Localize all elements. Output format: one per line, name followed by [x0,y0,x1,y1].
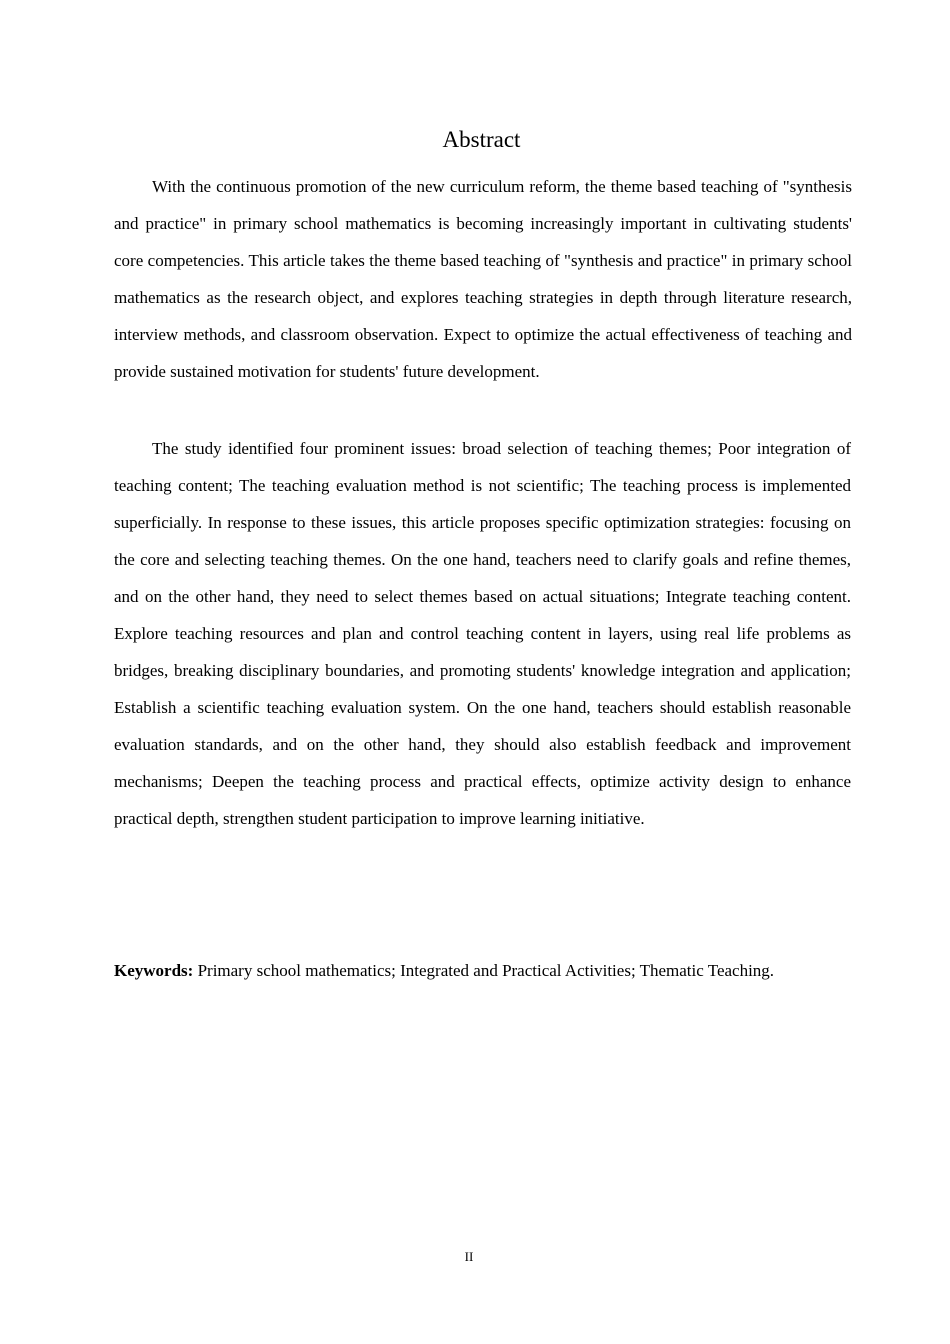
abstract-title: Abstract [442,127,521,152]
keywords-text: Primary school mathematics; Integrated and Practical Activities; Thematic Teaching. [197,961,775,980]
keywords-line [114,953,851,989]
keywords-label: Keywords: [114,961,194,980]
abstract-paragraph-1: With the continuous promotion of the new curriculum reform, the theme based teaching of "synthesis and practice" in primary school mathematics is becoming increasingly important in cultivating students' core competencies. This article takes the theme based teaching of "synthesis and practice" in primary school mathematics as the research object, and explores teaching strategies in depth through literature research, interview methods, and classroom observation. Expect to optimize the actual effectiveness of teaching and provide sustained motivation for students' future development. [114,177,852,381]
abstract-paragraph-2: The study identified four prominent issues: broad selection of teaching themes; Poor integration of teaching content; The teaching evaluation method is not scientific; The teaching process is implemented superficially. In response to these issues, this article proposes specific optimization strategies: focusing on the core and selecting teaching themes. On the one hand, teachers need to clarify goals and refine themes, and on the other hand, they need to select themes based on actual situations; Integrate teaching content. Explore teaching resources and plan and control teaching content in layers, using real life problems as bridges, breaking disciplinary boundaries, and promoting students' knowledge integration and application; Establish a scientific teaching evaluation system. On the one hand, teachers should establish reasonable evaluation standards, and on the other hand, they should also establish feedback and improvement mechanisms; Deepen the teaching process and practical effects, optimize activity design to enhance practical depth, strengthen student participation to improve learning initiative. [114,439,851,828]
page-number: II [464,1249,474,1264]
